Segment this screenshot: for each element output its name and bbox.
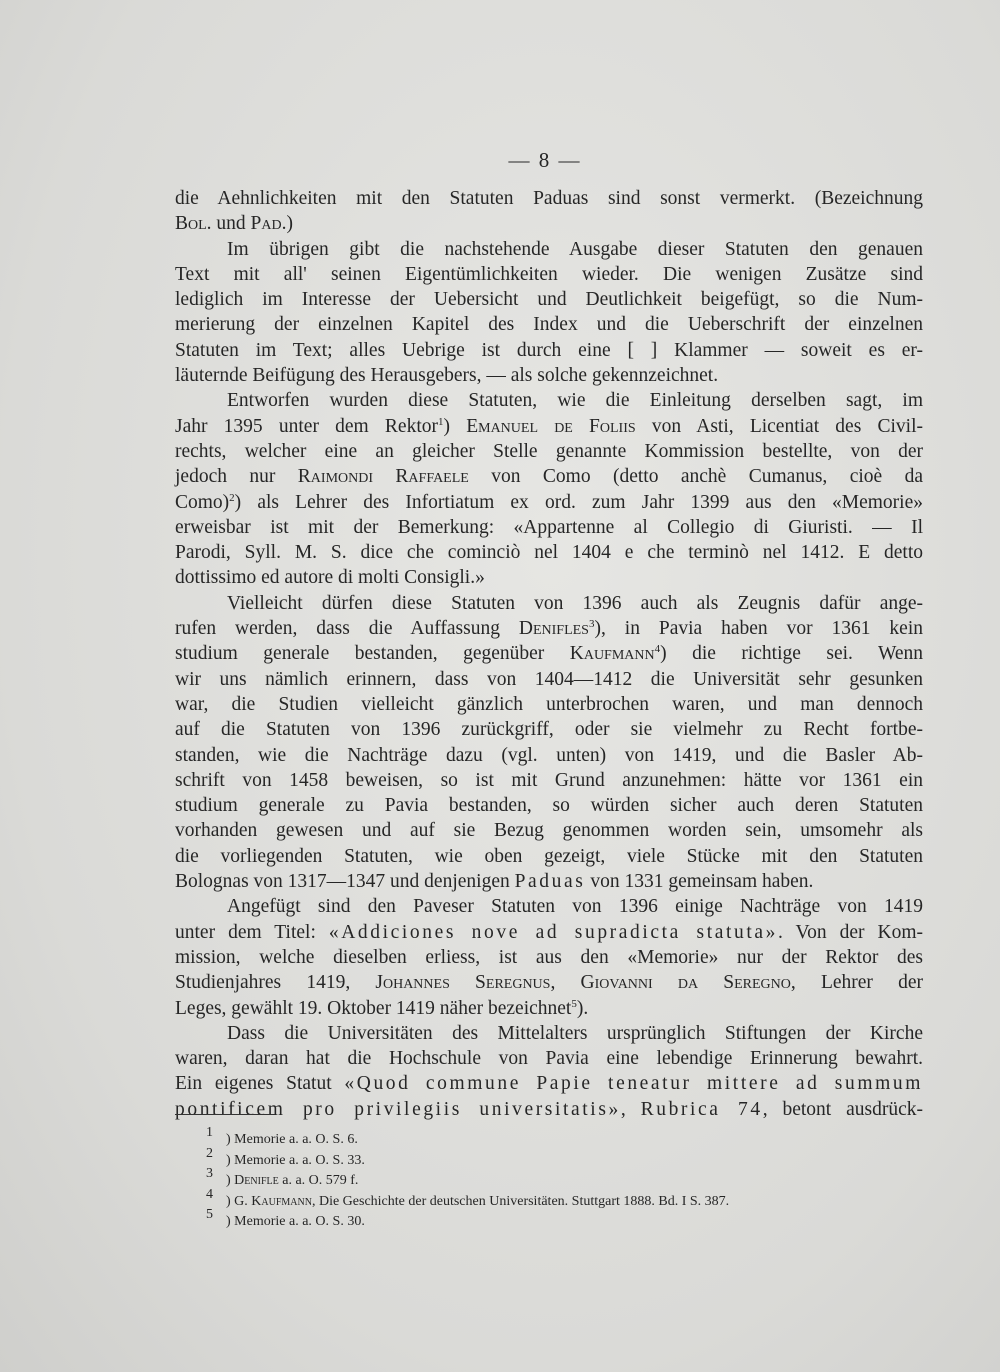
- footnote-text: Memorie a. a. O. S. 30.: [234, 1214, 365, 1230]
- footnote-author: Kaufmann: [251, 1193, 312, 1209]
- text-line: Parodi, Syll. M. S. dice che cominciò nel 1404 e che terminò nel 1412. E detto: [175, 542, 923, 564]
- abbreviation-pad: Pad.: [250, 213, 287, 235]
- person-name: Johannes Seregnus: [375, 972, 551, 994]
- text-line: Angefügt sind den Paveser Statuten von 1396 einige Nachträge von 1419: [227, 896, 923, 918]
- footnote-divider: [175, 1114, 275, 1115]
- text-line: Entworfen wurden diese Statuten, wie die Einleitung derselben sagt, im: [227, 390, 923, 412]
- person-name: Giovanni da Seregno: [580, 972, 791, 994]
- page-number: — 8 —: [508, 148, 582, 172]
- text-line: Como)$^2$) als Lehrer des Infortiatum ex ord. zum Jahr 1399 aus den «Memorie»: [175, 491, 923, 513]
- person-name: Kaufmann: [569, 643, 655, 665]
- footnote-3: $^3$ ) Denifle a. a. O. 579 f.: [206, 1166, 359, 1189]
- footnote-text: Memorie a. a. O. S. 6.: [234, 1132, 358, 1147]
- text-line: vorhanden gewesen und auf sie Bezug genommen worden sein, umsomehr als: [175, 820, 923, 842]
- paragraph-4: [175, 591, 923, 895]
- text-line: standen, wie die Nachträge dazu (vgl. unten) von 1419, und die Basler Ab-: [175, 744, 923, 766]
- text-line: Jahr 1395 unter dem Rektor$^1$) Emanuel de Foliis von Asti, Licentiat des Civil-: [175, 415, 924, 437]
- footnote-text: a. a. O. 579 f.: [278, 1173, 359, 1189]
- footnote-ref: 3: [588, 618, 595, 631]
- text-line: Dass die Universitäten des Mittelalters ursprünglich Stiftungen der Kirche: [227, 1022, 923, 1044]
- person-name: Raimondi Raffaele: [297, 466, 469, 488]
- text-line: schrift von 1458 beweisen, so ist mit Grund anzunehmen: hätte vor 1361 ein: [175, 769, 923, 791]
- text-line: auf die Statuten von 1396 zurückgriff, oder sie vielmehr zu Recht fortbe-: [175, 719, 923, 741]
- text-line: Bol. und Pad.): [175, 213, 293, 235]
- text-line: rufen werden, dass die Auffassung Denifles$^3$), in Pavia haben vor 1361 kein: [175, 618, 923, 640]
- text-line: waren, daran hat die Hochschule von Pavia eine lebendige Erinnerung bewahrt.: [175, 1048, 923, 1070]
- text-line: rechts, welcher eine an gleicher Stelle genannte Kommission bestellte, von der: [175, 440, 923, 462]
- text-line: mission, welche dieselben erliess, ist aus den «Memorie» nur der Rektor des: [175, 946, 923, 968]
- text-line: Leges, gewählt 19. Oktober 1419 näher bezeichnet$^5$).: [175, 997, 589, 1019]
- spaced-title: «Quod commune Papie teneatur mittere ad summum: [344, 1073, 923, 1095]
- footnote-4: $^4$ ) G. Kaufmann, Die Geschichte der deutschen Universitäten. Stuttgart 1888. Bd. I S. 387.: [206, 1186, 730, 1209]
- footnotes: [206, 1125, 926, 1233]
- text-line: Studienjahres 1419, Johannes Seregnus, Giovanni da Seregno, Lehrer der: [175, 972, 923, 994]
- footnote-2: $^2$ ) Memorie a. a. O. S. 33.: [206, 1145, 365, 1168]
- text-line: wir uns nämlich erinnern, dass von 1404—1412 die Universität sehr gesunken: [175, 668, 923, 690]
- spaced-title: «Addiciones nove ad supradicta statuta»: [328, 921, 778, 943]
- paragraph-3: [175, 388, 923, 590]
- abbreviation-bol: Bol.: [175, 213, 212, 235]
- text-line: erweisbar ist mit der Bemerkung: «Appartenne al Collegio di Giuristi. — Il: [175, 516, 923, 538]
- text-line: Text mit all' seinen Eigentümlichkeiten wieder. Die wenigen Zusätze sind: [175, 263, 923, 285]
- text-line: war, die Studien vielleicht gänzlich unterbrochen waren, und man dennoch: [175, 693, 923, 715]
- text-line: studium generale bestanden, gegenüber Kaufmann$^4$) die richtige sei. Wenn: [175, 643, 923, 665]
- footnote-1: $^1$ ) Memorie a. a. O. S. 6.: [206, 1125, 358, 1147]
- text-line: pontificem pro privilegiis universitatis», Rubrica 74, betont ausdrück-: [175, 1098, 923, 1120]
- spaced-title: pontificem pro privilegiis universitatis»: [175, 1098, 621, 1120]
- footnote-text: Memorie a. a. O. S. 33.: [234, 1152, 365, 1168]
- text-line: die vorliegenden Statuten, wie oben gezeigt, viele Stücke mit den Statuten: [175, 845, 923, 867]
- text-line: Bolognas von 1317—1347 und denjenigen Paduas von 1331 gemeinsam haben.: [175, 871, 814, 893]
- person-name: Denifles: [518, 618, 589, 640]
- paragraph-6: [175, 1021, 923, 1122]
- text-line: lediglich im Interesse der Uebersicht und Deutlichkeit beigefügt, so die Num-: [175, 289, 923, 311]
- text-line: läuternde Beifügung des Herausgebers, — als solche gekennzeichnet.: [175, 365, 719, 387]
- text-line: jedoch nur Raimondi Raffaele von Como (detto anchè Cumanus, cioè da: [175, 466, 923, 488]
- text-line: Statuten im Text; alles Uebrige ist durch eine [ ] Klammer — soweit es er-: [175, 339, 923, 361]
- footnote-ref: 5: [571, 997, 577, 1010]
- paragraph-1: [175, 186, 923, 237]
- footnote-author: Denifle: [234, 1173, 279, 1189]
- text-line: die Aehnlichkeiten mit den Statuten Paduas sind sonst vermerkt. (Bezeichnung: [175, 188, 923, 209]
- paragraph-2: [175, 237, 923, 389]
- text-line: Im übrigen gibt die nachstehende Ausgabe dieser Statuten den genauen: [227, 238, 923, 260]
- footnote-ref: 2: [229, 491, 235, 504]
- footnote-ref: 4: [654, 643, 661, 656]
- text-line: unter dem Titel: «Addiciones nove ad supradicta statuta». Von der Kom-: [175, 921, 924, 943]
- text-line: dottissimo ed autore di molti Consigli.»: [175, 567, 485, 589]
- spaced-word: Rubrica 74: [640, 1098, 763, 1120]
- text-line: studium generale zu Pavia bestanden, so würden sicher auch deren Statuten: [175, 795, 923, 817]
- text-line: Ein eigenes Statut «Quod commune Papie teneatur mittere ad summum: [175, 1073, 923, 1095]
- footnote-text: , Die Geschichte der deutschen Universitäten. Stuttgart 1888. Bd. I S. 387.: [311, 1193, 730, 1209]
- spaced-word: Paduas: [514, 871, 586, 893]
- text-line: merierung der einzelnen Kapitel des Index und die Ueberschrift der einzelnen: [175, 314, 923, 336]
- footnote-ref: 1: [438, 415, 444, 428]
- footnote-5: $^5$ ) Memorie a. a. O. S. 30.: [206, 1207, 365, 1230]
- person-name: Emanuel de Foliis: [466, 415, 636, 437]
- text-line: Vielleicht dürfen diese Statuten von 1396 auch als Zeugnis dafür ange-: [227, 592, 923, 614]
- body-text: [175, 186, 923, 1122]
- paragraph-5: [175, 894, 923, 1020]
